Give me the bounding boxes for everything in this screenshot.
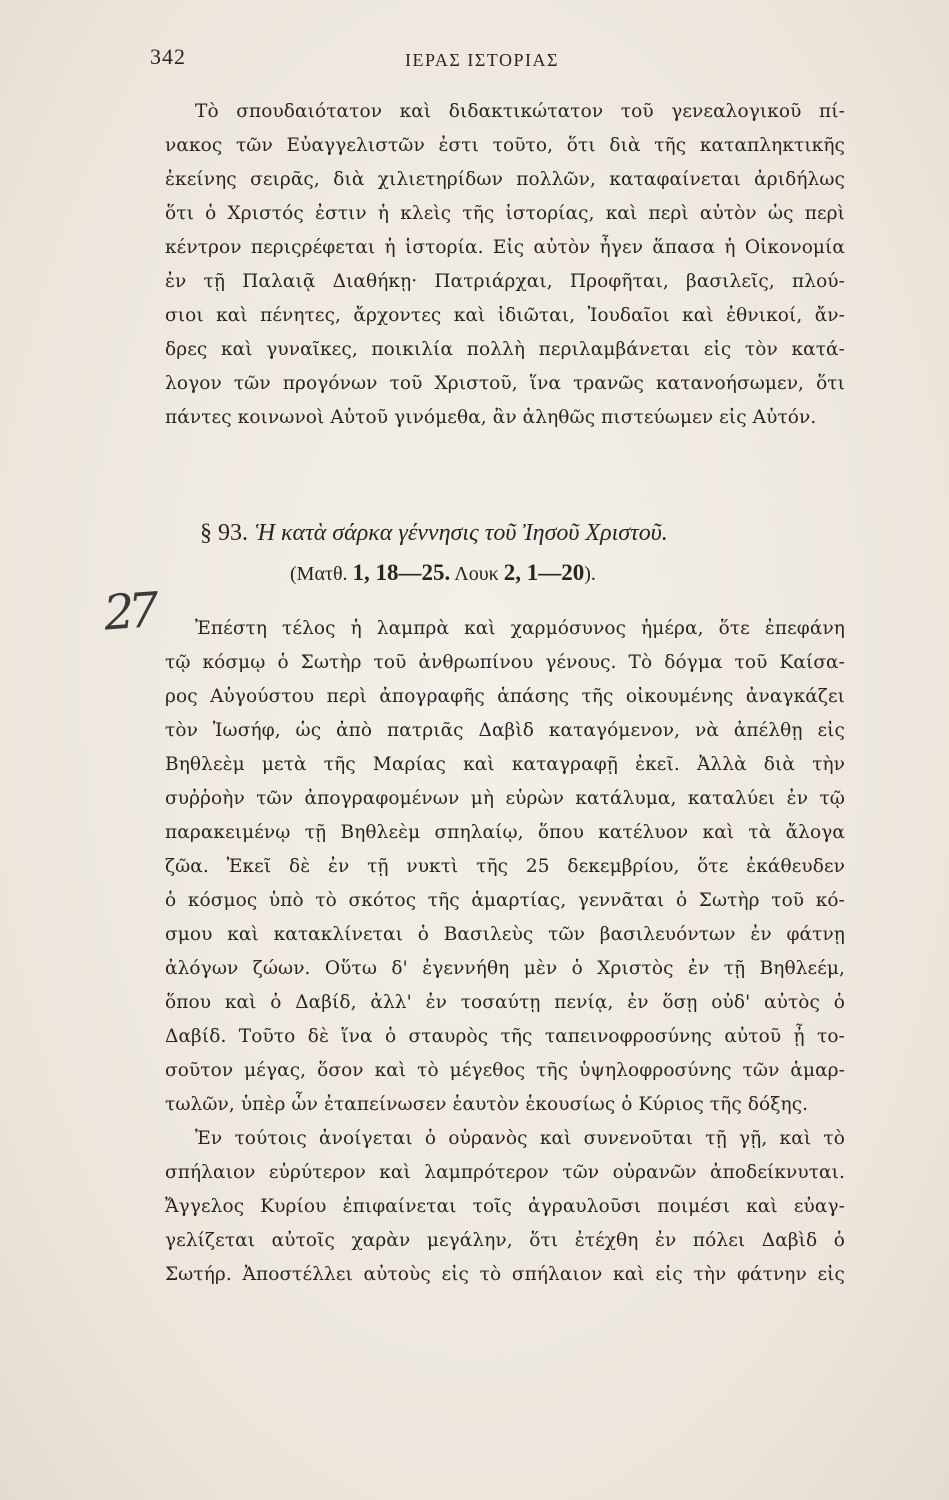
text-line: ὅπου καὶ ὁ Δαβίδ, ἀλλ' ἐν τοσαύτῃ πενίᾳ, ἐν ὅσῃ οὐδ' αὐτὸς ὁ [165, 992, 845, 1013]
page-header [150, 44, 850, 80]
text-line: κέντρον περιςρέφεται ἡ ἱστορία. Εἰς αὐτὸν ἦγεν ἅπασα ἡ Οἰκονομία [165, 237, 845, 258]
text-line: Σωτήρ. Ἀποστέλλει αὐτοὺς εἰς τὸ σπήλαιον καὶ εἰς τὴν φάτνην εἰς [165, 1264, 845, 1285]
text-line: λογον τῶν προγόνων τοῦ Χριστοῦ, ἵνα τρανῶς κατανοήσωμεν, ὅτι [165, 373, 845, 394]
text-line: σοῦτον μέγας, ὅσον καὶ τὸ μέγεθος τῆς ὑψηλοφροσύνης τῶν ἁμαρ- [165, 1060, 845, 1081]
reference-close: ). [584, 563, 596, 585]
text-line: ὅτι ὁ Χριστός ἐστιν ἡ κλεὶς τῆς ἱστορίας, καὶ περὶ αὐτὸν ὡς περὶ [165, 203, 845, 224]
text-line: παρακειμένῳ τῇ Βηθλεὲμ σπηλαίῳ, ὅπου κατέλυον καὶ τὰ ἄλογα [165, 822, 845, 843]
text-line: ἐκείνης σειρᾶς, διὰ χιλιετηρίδων πολλῶν, καταφαίνεται ἀριδήλως [165, 169, 845, 190]
section-title: Ἡ κατὰ σάρκα γέννησις τοῦ Ἰησοῦ Χριστοῦ. [255, 520, 668, 546]
text-line: Ἄγγελος Κυρίου ἐπιφαίνεται τοῖς ἀγραυλοῦσι ποιμέσι καὶ εὐαγ- [165, 1196, 845, 1217]
text-line: ρος Αὐγούστου περὶ ἀπογραφῆς ἁπάσης τῆς οἰκουμένης ἀναγκάζει [165, 686, 845, 707]
text-line: Ἐν τούτοις ἀνοίγεται ὁ οὐρανὸς καὶ συνενοῦται τῇ γῇ, καὶ τὸ [195, 1128, 845, 1149]
reference-open: (Ματθ. [290, 563, 353, 585]
reference-luke: 2, 1—20 [503, 560, 585, 585]
scripture-reference [290, 560, 596, 586]
reference-mid: Λουκ [450, 563, 504, 585]
text-line: Ἐπέστη τέλος ἡ λαμπρὰ καὶ χαρμόσυνος ἡμέρα, ὅτε ἐπεφάνη [195, 618, 845, 639]
text-line: ὁ κόσμος ὑπὸ τὸ σκότος τῆς ἁμαρτίας, γεννᾶται ὁ Σωτὴρ τοῦ κό- [165, 890, 845, 911]
text-line: πάντες κοινωνοὶ Αὐτοῦ γινόμεθα, ἂν ἀληθῶς πιστεύωμεν εἰς Αὐτόν. [165, 407, 817, 428]
text-line: συῤῥοὴν τῶν ἀπογραφομένων μὴ εὑρὼν κατάλυμα, καταλύει ἐν τῷ [165, 788, 845, 809]
text-line: ἐν τῇ Παλαιᾷ Διαθήκῃ· Πατριάρχαι, Προφῆται, βασιλεῖς, πλού- [165, 271, 845, 292]
section-heading [200, 516, 840, 550]
text-line: ἀλόγων ζώων. Οὕτω δ' ἐγεννήθη μὲν ὁ Χριστὸς ἐν τῇ Βηθλεέμ, [165, 958, 845, 979]
handwritten-annotation: 27 [102, 582, 155, 642]
text-line: νακος τῶν Εὐαγγελιστῶν ἐστι τοῦτο, ὅτι διὰ τῆς καταπληκτικῆς [165, 135, 845, 156]
text-line: Τὸ σπουδαιότατον καὶ διδακτικώτατον τοῦ γενεαλογικοῦ πί- [195, 101, 845, 122]
text-line: σμου καὶ κατακλίνεται ὁ Βασιλεὺς τῶν βασιλευόντων ἐν φάτνῃ [165, 924, 845, 945]
text-line: τὸν Ἰωσήφ, ὡς ἀπὸ πατριᾶς Δαβὶδ καταγόμενον, νὰ ἀπέλθῃ εἰς [165, 720, 845, 741]
text-line: γελίζεται αὐτοῖς χαρὰν μεγάλην, ὅτι ἐτέχθη ἐν πόλει Δαβὶδ ὁ [165, 1230, 845, 1251]
text-line: τῷ κόσμῳ ὁ Σωτὴρ τοῦ ἀνθρωπίνου γένους. Τὸ δόγμα τοῦ Καίσα- [165, 652, 845, 673]
text-line: Βηθλεὲμ μετὰ τῆς Μαρίας καὶ καταγραφῇ ἐκεῖ. Ἀλλὰ διὰ τὴν [165, 754, 845, 775]
paragraph-2 [165, 612, 845, 1292]
paragraph-1 [165, 95, 845, 435]
page-number: 342 [150, 44, 186, 69]
running-head: ΙΕΡΑΣ ΙΣΤΟΡΙΑΣ [405, 50, 559, 70]
text-line: δρες καὶ γυναῖκες, ποικιλία πολλὴ περιλαμβάνεται εἰς τὸν κατά- [165, 339, 845, 360]
text-line: τωλῶν, ὑπὲρ ὧν ἐταπείνωσεν ἑαυτὸν ἑκουσίως ὁ Κύριος τῆς δόξης. [165, 1094, 809, 1115]
text-line: Δαβίδ. Τοῦτο δὲ ἵνα ὁ σταυρὸς τῆς ταπεινοφροσύνης αὐτοῦ ᾖ το- [165, 1026, 845, 1047]
text-line: σιοι καὶ πένητες, ἄρχοντες καὶ ἰδιῶται, Ἰουδαῖοι καὶ ἐθνικοί, ἄν- [165, 305, 845, 326]
text-line: ζῶα. Ἐκεῖ δὲ ἐν τῇ νυκτὶ τῆς 25 δεκεμβρίου, ὅτε ἐκάθευδεν [165, 856, 845, 877]
reference-matthew: 1, 18—25. [352, 560, 451, 585]
section-number: § 93. [200, 520, 248, 546]
text-line: σπήλαιον εὐρύτερον καὶ λαμπρότερον τῶν οὐρανῶν ἀποδείκνυται. [165, 1162, 845, 1183]
